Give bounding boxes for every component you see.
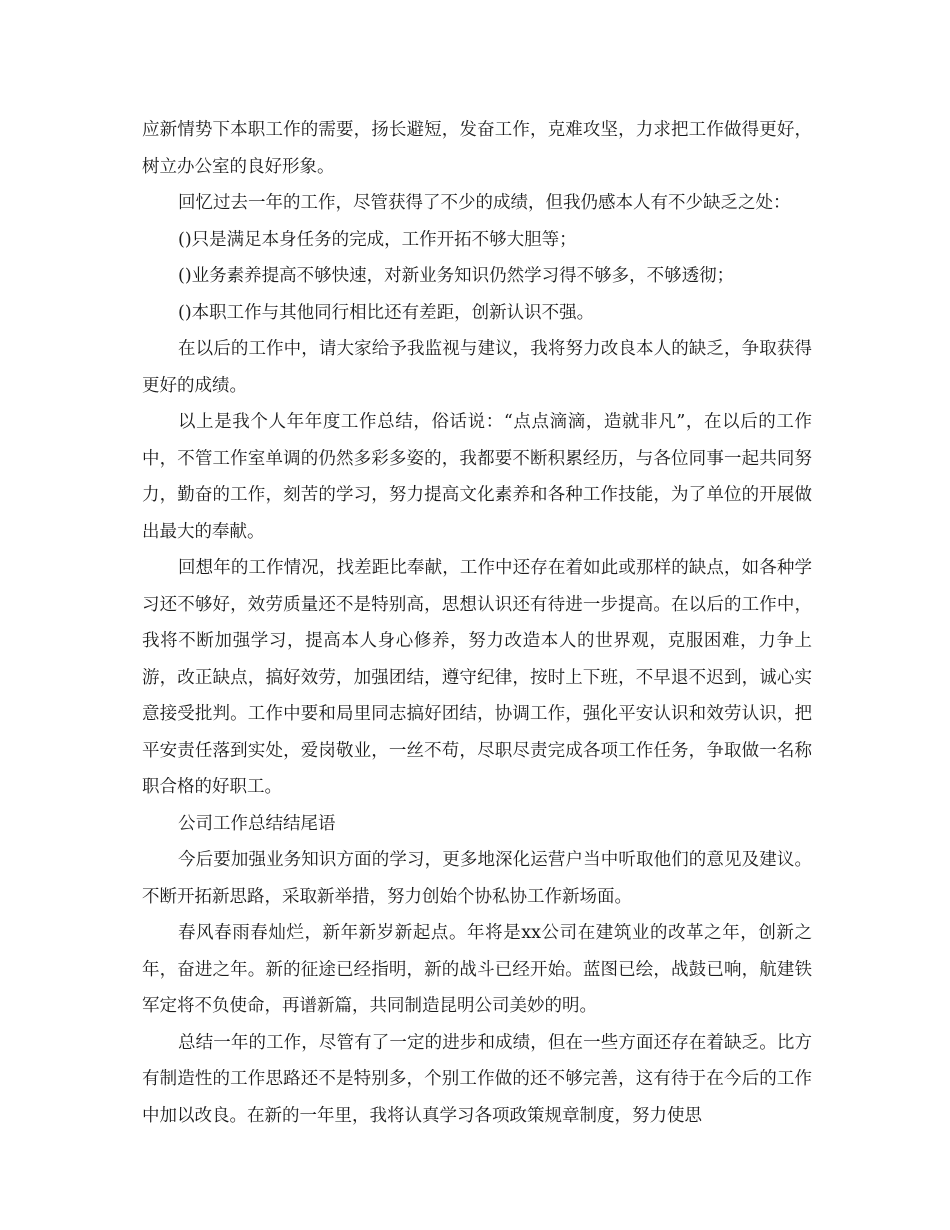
paragraph: 春风春雨春灿烂，新年新岁新起点。年将是xx公司在建筑业的改革之年，创新之年，奋进之年。新的征途已经指明，新的战斗已经开始。蓝图已绘，战鼓已响，航建铁军定将不负使命，再谱新篇，共同制造昆明公司美妙的明。 — [142, 923, 812, 1016]
paragraph: 今后要加强业务知识方面的学习，更多地深化运营户当中听取他们的意见及建议。不断开拓新思路，采取新举措，努力创始个协私协工作新场面。 — [142, 850, 812, 907]
paragraph: 总结一年的工作，尽管有了一定的进步和成绩，但在一些方面还存在着缺乏。比方有制造性的工作思路还不是特别多，个别工作做的还不够完善，这有待于在今后的工作中加以改良。在新的一年里，我将认真学习各项政策规章制度，努力使思 — [142, 1032, 812, 1126]
list-item: ()只是满足本身任务的完成，工作开拓不够大胆等； — [178, 229, 577, 250]
list-item: ()业务素养提高不够快速，对新业务知识仍然学习得不够多，不够透彻； — [178, 266, 735, 286]
document-body — [142, 112, 812, 1134]
paragraph: 在以后的工作中，请大家给予我监视与建议，我将努力改良本人的缺乏，争取获得更好的成绩。 — [142, 339, 812, 396]
list-item: ()本职工作与其他同行相比还有差距，创新认识不强。 — [178, 302, 595, 323]
paragraph: 应新情势下本职工作的需要，扬长避短，发奋工作，克难攻坚，力求把工作做得更好，树立办公室的良好形象。 — [142, 120, 812, 177]
paragraph: 回想年的工作情况，找差距比奉献，工作中还存在着如此或那样的缺点，如各种学习还不够好，效劳质量还不是特别高，思想认识还有待进一步提高。在以后的工作中，我将不断加强学习，提高本人身心修养，努力改造本人的世界观，克服困难，力争上游，改正缺点，搞好效劳，加强团结，遵守纪律，按时上下班，不早退不迟到，诚心实意接受批判。工作中要和局里同志搞好团结，协调工作，强化平安认识和效劳认识，把平安责任落到实处，爱岗敬业，一丝不苟，尽职尽责完成各项工作任务，争取做一名称职合格的好职工。 — [142, 558, 812, 797]
section-heading: 公司工作总结结尾语 — [178, 813, 336, 834]
paragraph: 回忆过去一年的工作，尽管获得了不少的成绩，但我仍感本人有不少缺乏之处： — [178, 193, 791, 213]
paragraph: 以上是我个人年年度工作总结，俗话说：“点点滴滴，造就非凡”，在以后的工作中，不管工作室单调的仍然多彩多姿的，我都要不断积累经历，与各位同事一起共同努力，勤奋的工作，刻苦的学习，努力提高文化素养和各种工作技能，为了单位的开展做出最大的奉献。 — [142, 412, 812, 542]
